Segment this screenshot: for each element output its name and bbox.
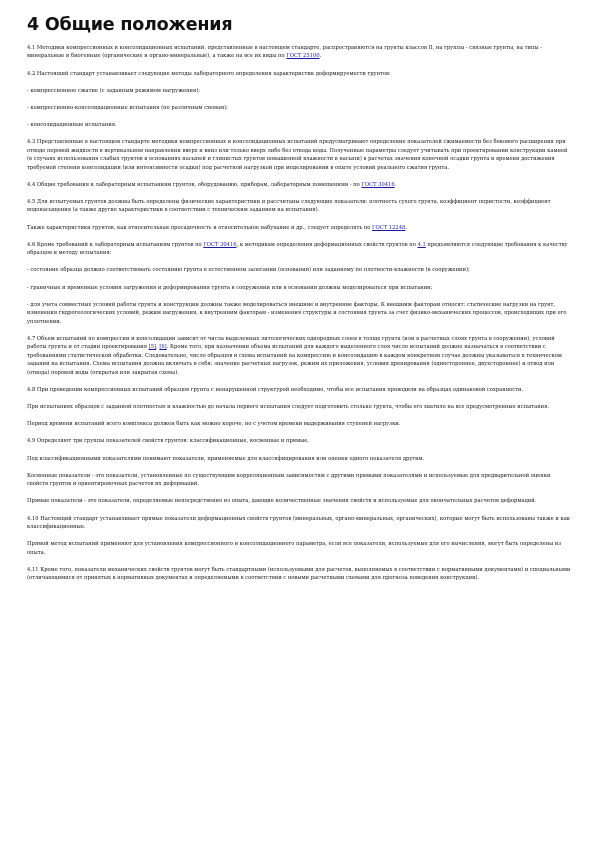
paragraph-text: Прямой метод испытаний применяют для установления компрессионного и консолидационного параметра, если все показатели, используемые для его вычисления, могут быть определены из опыта. (27, 541, 562, 556)
paragraph-text: Прямые показатели - это показатели, определяемые непосредственно из опыта, дающие количественные значения свойств и используемые для окончательных расчетов деформаций. (27, 498, 537, 505)
paragraph-text: - для учета совместных условий работы грунта и конструкции должны также моделироваться внешние и внутренние факторы. К внешним факторам относят: статические нагрузки на грунт, изменения гидрогеологических условий, режим нагружения, к внутренним факторам - изменения структуры и состояния грунта за счет физико-механических процессов, происходящих при его уплотнении. (27, 301, 567, 325)
paragraph-text: Также характеристики грунтов, как относительная просадочность и относительное набухание и др., следует определять по (27, 224, 373, 231)
paragraph (27, 301, 572, 326)
reference-link[interactable]: ГОСТ 30416 (203, 241, 237, 248)
paragraph (27, 266, 572, 274)
paragraph-text: 4.3 Представленные в настоящем стандарте методики компрессионных и консолидационных испытаний предусматривают определение показателей сжимаемости без бокового расширения при отводе поровой жидкости в вертикальном направлении вверх и вниз или только вверх либо без отвода воды. Полученные параметры следует учитывать при проектировании конструкции камней (в случаях использования слабых грунтов в основаниях насыпей и глинистых грунтов повышенной влажности в насыпи) в расчетах значения конечной осадки грунта и времени достижения требуемой степени консолидации (или интенсивности осадки) под расчетной нагрузкой при моделировании в опыте условий реального сжатия грунта. (27, 139, 568, 171)
paragraph-text: . (319, 53, 322, 60)
paragraph-text: - компрессионно-консолидационные испытания (по различным схемам); (27, 105, 228, 112)
paragraph (27, 472, 572, 489)
reference-link[interactable]: [5] (148, 344, 157, 351)
paragraph-text: - граничные и временные условия загружения и деформирования грунта в сооружении или в основании должны моделироваться при испытании; (27, 284, 433, 291)
paragraph-text: 4.11 Кроме того, показатели механических свойств грунтов могут быть стандартными (используемыми для расчетов, выполняемых в соответствии с нормативными документами) и специальными (отличающимися от принятых в нормативных документах и определяемыми в соответствии с новыми расчетными схемами для прогноза поведения конструкции). (27, 566, 571, 582)
paragraph-text: предъявляются следующие требования к качеству образцов и методу испытания: (27, 241, 568, 257)
paragraph-text: 4.4 Общие требования к лабораторным испытаниям грунтов, оборудованию, приборам, лабораторным помещениям - по (27, 181, 362, 188)
paragraph (27, 540, 572, 557)
paragraph (27, 284, 572, 292)
paragraph (27, 44, 572, 61)
paragraph (27, 437, 572, 445)
paragraph-text: - консолидационные испытания. (27, 122, 117, 129)
paragraph (27, 87, 572, 95)
paragraph-text: 4.5 Для испытуемых грунтов должны быть определены физические характеристики и рассчитаны следующие показатели: плотность сухого грунта, коэффициент пористости, коэффициент водонасыщения (а также другие характеристики в соответствии с техническим заданием на испытания). (27, 199, 551, 214)
paragraph (27, 386, 572, 394)
paragraph-text: 4.7 Объем испытаний по компрессии и консолидации зависит от числа выделенных литологических однородных слоев в толще грунта (или в расчетных слоях грунта в сооружении), условий работы грунта и от стадии проектирования (27, 335, 555, 351)
paragraph (27, 497, 572, 505)
paragraph (27, 138, 572, 172)
paragraph (27, 70, 572, 78)
paragraph-text: - компрессионное сжатие (с заданным режимом нагружения); (27, 87, 201, 94)
reference-link[interactable]: ГОСТ 30416 (361, 181, 395, 188)
paragraph (27, 455, 572, 463)
paragraph-text: Косвенные показатели - это показатели, установленные по существующим корреляционным зависимостям с другими прямыми показателями и используемые для предварительной оценки свойств грунтов и ориентировочных расчетов их деформаций. (27, 472, 551, 488)
paragraph-text: 4.6 Кроме требований к лабораторным испытаниям грунтов по (27, 241, 204, 248)
paragraph-text: 4.1 Методики компрессионных и консолидационных испытаний, представленные в настоящем стандарте, распространяются на грунты классов II, на группы - связные грунты, на типы - минеральные и биогенные (органические и органо-минеральные), а также на все их виды по (27, 45, 542, 60)
paragraph-text: 4.10 Настоящий стандарт устанавливает прямые показатели деформационных свойств грунтов (минеральных, органо-минеральных, органических), которые могут быть использованы также и как классификационные. (27, 515, 571, 530)
paragraph (27, 181, 572, 189)
paragraph (27, 104, 572, 112)
paragraph-text: . Кроме того, при назначении объема испытаний для каждого выделенного слоя число испытаний должно назначаться в соответствии с требованиями статистической обработки. Следовательно, число образцов и схема испытаний на компрессию и консолидацию в каждом конкретном случае должны указываться в техническом задании на испытания. Схема испытания должна включать в себя: значение расчетных нагрузок, режим их приложения, условия дренирования (одностороннее, двухстороннее) и отвод или (отвода) поровой воды (открытая или закрытая схема). (27, 344, 562, 376)
paragraph-text: 4.8 При проведении компрессионных испытаний образцов грунта с ненарушенной структурой необходимо, чтобы все испытания проводили на образцах одинаковой сохранности. (27, 386, 524, 393)
paragraph (27, 420, 572, 428)
paragraph-text: , к методикам определения деформационных свойств грунтов по (236, 241, 418, 248)
paragraph (27, 121, 572, 129)
section-title: 4 Общие положения (27, 15, 233, 35)
paragraph-text: Период времени испытаний всего комплекса должен быть как можно короче, но с учетом времени выдерживания ступеней нагрузки. (27, 421, 401, 428)
paragraph (27, 515, 572, 532)
paragraph-text: 4.9 Определяют три группы показателей свойств грунтов: классификационные, косвенные и прямые. (27, 438, 309, 445)
paragraph-text: - состояние образца должно соответствовать состоянию грунта в естественном залегании (основании) или заданному по плотности-влажности (в сооружении); (27, 267, 470, 274)
paragraph (27, 335, 572, 377)
paragraph-text: , (156, 344, 160, 351)
paragraph (27, 198, 572, 215)
paragraph (27, 403, 572, 411)
paragraph-text: 4.2 Настоящий стандарт устанавливает следующие методы лабораторного определения характеристик деформируемости грунтов: (27, 70, 391, 77)
reference-link[interactable]: ГОСТ 12248 (372, 224, 406, 231)
paragraph (27, 224, 572, 232)
document-body (27, 44, 572, 583)
reference-link[interactable]: [6] (159, 344, 167, 351)
paragraph (27, 241, 572, 258)
paragraph-text: При испытаниях образцов с заданной плотностью и влажностью до начала первого испытания следует подготовить столько грунта, чтобы его хватило на все предусмотренные испытания. (27, 403, 550, 410)
reference-link[interactable]: 4.1 (417, 241, 426, 248)
paragraph (27, 566, 572, 583)
paragraph-text: . (394, 181, 397, 188)
reference-link[interactable]: ГОСТ 25100 (286, 53, 320, 60)
paragraph-text: . (405, 224, 407, 231)
paragraph-text: Под классификационными показателями понимают показатели, применяемые для классифицирования или оценки одного показателя другим. (27, 455, 425, 462)
